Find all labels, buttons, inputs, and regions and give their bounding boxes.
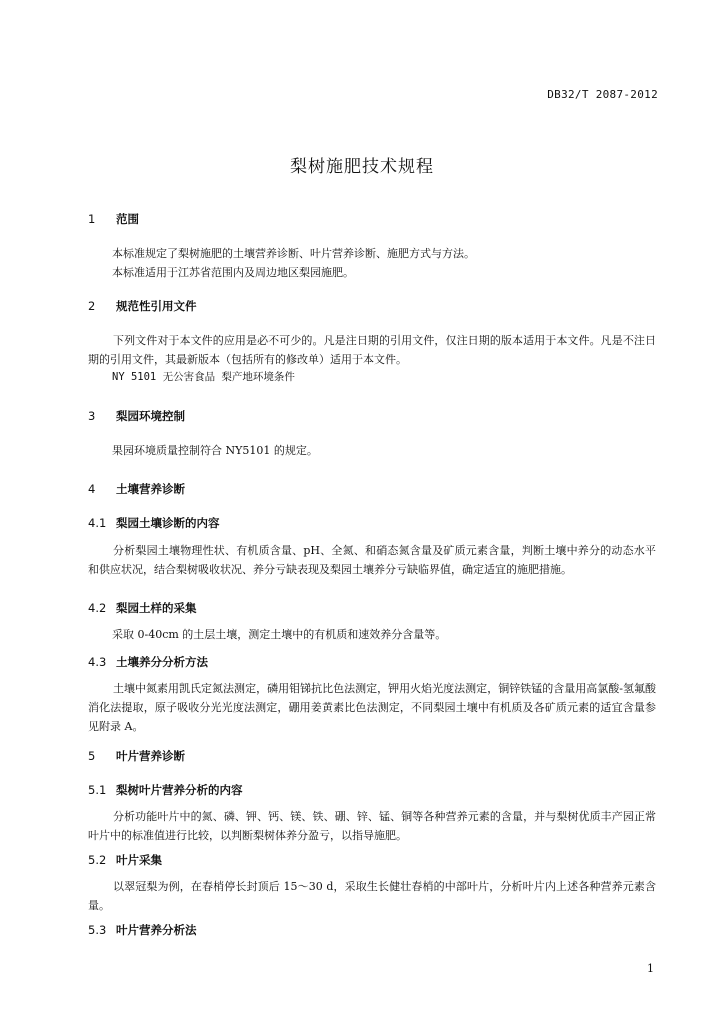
soil-diagnosis-paragraph: 分析梨园土壤物理性状、有机质含量、pH、全氮、和硝态氮含量及矿质元素含量，判断土壤中养分的动态水平和供应状况，结合梨树吸收状况、养分亏缺表现及梨园土壤养分亏缺临界值，确定适宜的施肥措施。 xyxy=(88,544,656,576)
section-number: 5.1 xyxy=(88,783,107,797)
section-heading-5 xyxy=(88,748,185,764)
section-title: 梨树叶片营养分析的内容 xyxy=(116,783,243,797)
section-title: 叶片营养分析法 xyxy=(116,923,197,937)
section-title: 梨园环境控制 xyxy=(116,409,185,423)
section-title: 土壤营养诊断 xyxy=(116,482,185,496)
leaf-sampling-paragraph: 以翠冠梨为例，在春梢停长封顶后 15～30 d，采取生长健壮春梢的中部叶片，分析叶片内上述各种营养元素含量。 xyxy=(88,880,656,912)
section-number: 5.3 xyxy=(88,923,107,937)
section-title: 范围 xyxy=(116,212,139,226)
section-title: 梨园土壤诊断的内容 xyxy=(116,516,220,530)
section-heading-4 xyxy=(88,481,185,497)
section-heading-4-2 xyxy=(88,600,197,616)
soil-sampling-line: 采取 0-40cm 的土层土壤，测定土壤中的有机质和速效养分含量等。 xyxy=(112,628,447,641)
section-number: 1 xyxy=(88,212,96,226)
section-heading-2 xyxy=(88,298,197,314)
section-title: 梨园土样的采集 xyxy=(116,601,197,615)
section-number: 4.3 xyxy=(88,655,107,669)
section-title: 规范性引用文件 xyxy=(116,299,197,313)
scope-line-2: 本标准适用于江苏省范围内及周边地区梨园施肥。 xyxy=(112,266,354,279)
section-number: 4.2 xyxy=(88,601,107,615)
section-heading-5-2 xyxy=(88,852,162,868)
section-heading-4-1 xyxy=(88,515,220,531)
section-title: 叶片采集 xyxy=(116,853,162,867)
section-number: 4 xyxy=(88,482,96,496)
section-number: 4.1 xyxy=(88,516,107,530)
section-title: 土壤养分分析方法 xyxy=(116,655,208,669)
section-number: 5.2 xyxy=(88,853,107,867)
section-number: 3 xyxy=(88,409,96,423)
section-heading-3 xyxy=(88,408,185,424)
section-number: 5 xyxy=(88,749,96,763)
standard-number: DB32/T 2087-2012 xyxy=(547,88,658,101)
reference-item: NY 5101 无公害食品 梨产地环境条件 xyxy=(112,371,295,383)
section-title: 叶片营养诊断 xyxy=(116,749,185,763)
normative-references-paragraph: 下列文件对于本文件的应用是必不可少的。凡是注日期的引用文件，仅注日期的版本适用于本文件。凡是不注日期的引用文件，其最新版本（包括所有的修改单）适用于本文件。 xyxy=(88,334,656,366)
environment-control-line: 果园环境质量控制符合 NY5101 的规定。 xyxy=(112,444,318,457)
document-title: 梨树施肥技术规程 xyxy=(290,157,434,177)
section-heading-5-1 xyxy=(88,782,243,798)
section-heading-4-3 xyxy=(88,654,208,670)
section-heading-5-3 xyxy=(88,922,197,938)
page-number: 1 xyxy=(647,962,654,975)
soil-analysis-paragraph: 土壤中氮素用凯氏定氮法测定，磷用钼锑抗比色法测定，钾用火焰光度法测定，铜锌铁锰的含量用高氯酸-氢氟酸消化法提取，原子吸收分光光度法测定，硼用姜黄素比色法测定，不同梨园土壤中有机质及各矿质元素的适宜含量参见附录 A。 xyxy=(88,682,656,733)
section-number: 2 xyxy=(88,299,96,313)
scope-line-1: 本标准规定了梨树施肥的土壤营养诊断、叶片营养诊断、施肥方式与方法。 xyxy=(112,247,475,260)
section-heading-1 xyxy=(88,211,139,227)
leaf-analysis-paragraph: 分析功能叶片中的氮、磷、钾、钙、镁、铁、硼、锌、锰、铜等各种营养元素的含量，并与梨树优质丰产园正常叶片中的标准值进行比较，以判断梨树体养分盈亏，以指导施肥。 xyxy=(88,810,656,842)
